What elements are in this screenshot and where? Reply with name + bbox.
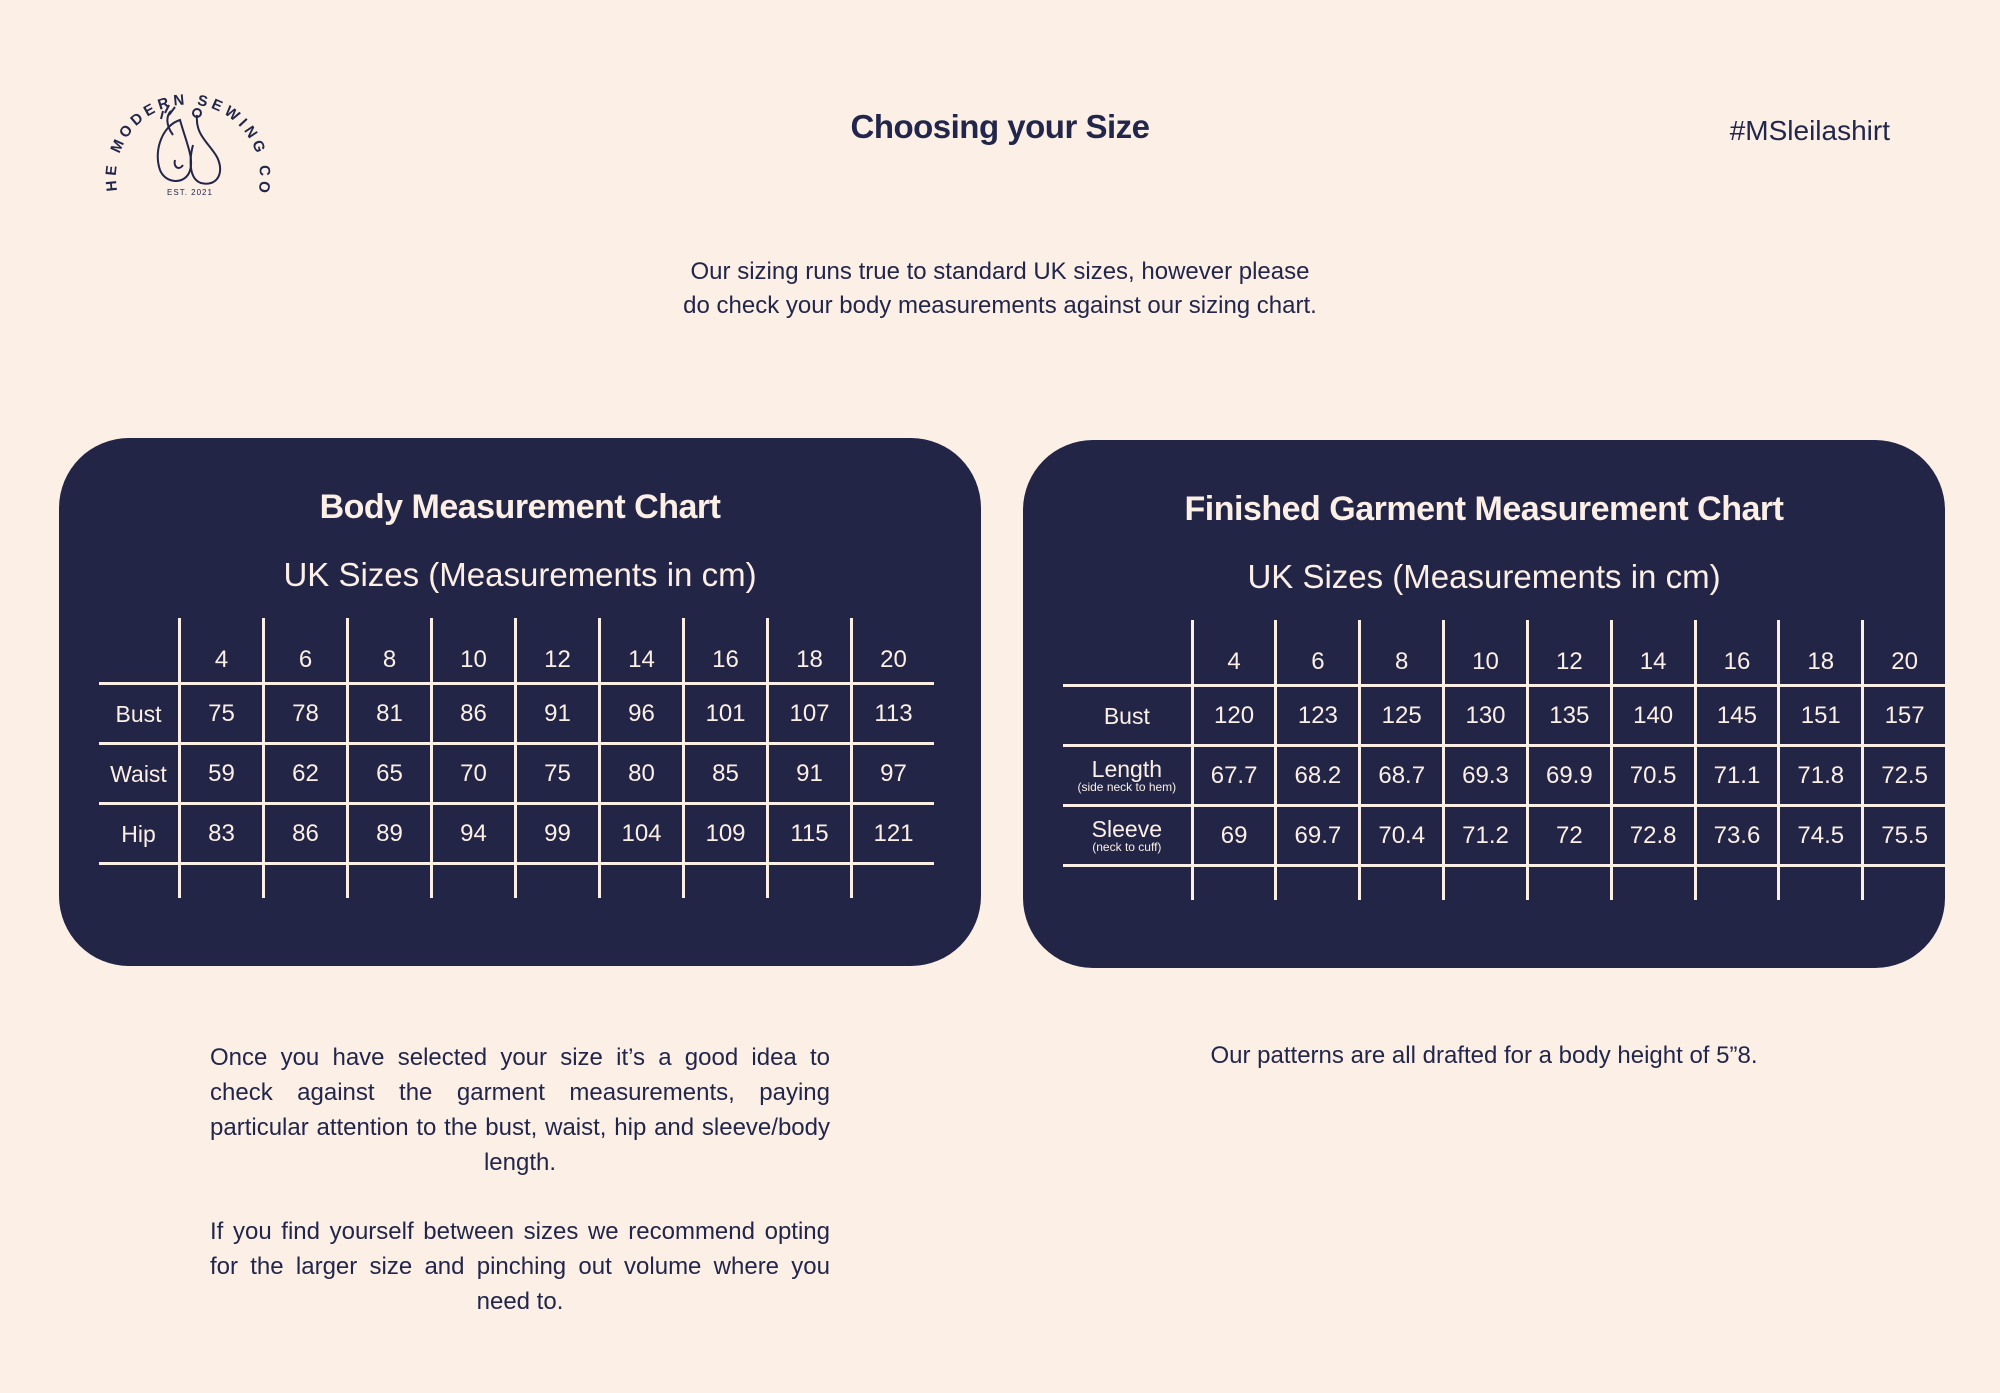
body-value-cell: 65 — [348, 744, 432, 804]
garment-value-cell: 71.2 — [1444, 806, 1528, 866]
garment-value-cell: 72.5 — [1863, 746, 1945, 806]
body-value-cell: 115 — [768, 804, 852, 864]
garment-value-cell: 69.7 — [1276, 806, 1360, 866]
garment-value-cell: 71.8 — [1779, 746, 1863, 806]
body-size-header: 20 — [852, 618, 935, 684]
intro-line-1: Our sizing runs true to standard UK sizes, however please — [690, 258, 1310, 285]
body-measurement-table — [99, 618, 934, 898]
garment-row-label-text: Bust — [1103, 702, 1150, 729]
body-value-cell: 86 — [432, 684, 516, 744]
body-value-cell: 113 — [852, 684, 935, 744]
body-value-cell: 109 — [684, 804, 768, 864]
garment-grid-tail — [1063, 866, 1192, 901]
body-value-cell: 59 — [180, 744, 264, 804]
garment-grid-tail — [1695, 866, 1779, 901]
body-corner-cell — [99, 618, 180, 684]
garment-value-cell: 71.1 — [1695, 746, 1779, 806]
garment-row-label-note: (side neck to hem) — [1077, 779, 1177, 794]
garment-value-cell: 125 — [1360, 686, 1444, 746]
garment-value-cell: 74.5 — [1779, 806, 1863, 866]
logo-established: EST. 2021 — [167, 188, 213, 197]
body-value-cell: 121 — [852, 804, 935, 864]
garment-size-header: 14 — [1611, 620, 1695, 686]
garment-grid-tail — [1276, 866, 1360, 901]
body-value-cell: 91 — [768, 744, 852, 804]
garment-row-label — [1063, 686, 1192, 746]
garment-row-label — [1063, 806, 1192, 866]
hashtag: #MSleilashirt — [1729, 115, 1890, 146]
body-size-header: 8 — [348, 618, 432, 684]
garment-row-label-text: Length — [1091, 755, 1163, 782]
body-grid-tail — [99, 864, 180, 899]
body-value-cell: 91 — [516, 684, 600, 744]
garment-grid-tail — [1863, 866, 1945, 901]
body-value-cell: 80 — [600, 744, 684, 804]
body-value-cell: 89 — [348, 804, 432, 864]
garment-size-header: 6 — [1276, 620, 1360, 686]
body-grid-tail — [768, 864, 852, 899]
body-row-label — [99, 804, 180, 864]
garment-grid-tail — [1527, 866, 1611, 901]
garment-measurement-panel — [1023, 440, 1945, 968]
garment-size-header: 12 — [1527, 620, 1611, 686]
garment-value-cell: 135 — [1527, 686, 1611, 746]
garment-row-label-text: Sleeve — [1091, 815, 1162, 842]
size-advice-paragraph-1: Once you have selected your size it’s a good idea to check against the garment measurements, paying particular attention to the bust, waist, hip and sleeve/body length. — [210, 1044, 830, 1176]
garment-value-cell: 145 — [1695, 686, 1779, 746]
garment-grid-tail — [1360, 866, 1444, 901]
body-value-cell: 99 — [516, 804, 600, 864]
garment-value-cell: 123 — [1276, 686, 1360, 746]
garment-chart-title: Finished Garment Measurement Chart — [1184, 490, 1784, 528]
body-size-header: 16 — [684, 618, 768, 684]
body-value-cell: 62 — [264, 744, 348, 804]
garment-value-cell: 69.3 — [1444, 746, 1528, 806]
body-grid-tail — [264, 864, 348, 899]
garment-value-cell: 151 — [1779, 686, 1863, 746]
garment-value-cell: 140 — [1611, 686, 1695, 746]
logo-brand-text: MODERN SEWING CO — [107, 91, 274, 198]
garment-row-bust — [1063, 686, 1945, 746]
body-grid-tail — [516, 864, 600, 899]
page-title: Choosing your Size — [850, 108, 1150, 145]
body-value-cell: 78 — [264, 684, 348, 744]
garment-row-length — [1063, 746, 1945, 806]
body-size-header: 4 — [180, 618, 264, 684]
garment-value-cell: 67.7 — [1192, 746, 1276, 806]
body-row-label-text: Bust — [115, 700, 162, 727]
body-grid-tail — [432, 864, 516, 899]
garment-value-cell: 70.5 — [1611, 746, 1695, 806]
body-value-cell: 81 — [348, 684, 432, 744]
body-value-cell: 97 — [852, 744, 935, 804]
garment-value-cell: 130 — [1444, 686, 1528, 746]
body-value-cell: 86 — [264, 804, 348, 864]
garment-chart-subtitle: UK Sizes (Measurements in cm) — [1247, 558, 1721, 595]
body-size-header: 6 — [264, 618, 348, 684]
body-value-cell: 104 — [600, 804, 684, 864]
garment-grid-tail — [1611, 866, 1695, 901]
body-row-label-text: Hip — [121, 820, 156, 847]
garment-value-cell: 68.2 — [1276, 746, 1360, 806]
body-size-header: 18 — [768, 618, 852, 684]
body-grid-tail — [180, 864, 264, 899]
body-row-label — [99, 684, 180, 744]
garment-value-cell: 72.8 — [1611, 806, 1695, 866]
garment-size-header: 18 — [1779, 620, 1863, 686]
body-grid-tail — [852, 864, 935, 899]
body-measurement-panel — [59, 438, 981, 966]
body-grid-tail — [348, 864, 432, 899]
garment-size-header: 10 — [1444, 620, 1528, 686]
body-size-header: 12 — [516, 618, 600, 684]
body-row-label — [99, 744, 180, 804]
body-value-cell: 94 — [432, 804, 516, 864]
garment-row-label — [1063, 746, 1192, 806]
garment-grid-tail — [1779, 866, 1863, 901]
size-advice-paragraph-2: If you find yourself between sizes we recommend opting for the larger size and pinching out volume where you need to. — [210, 1218, 830, 1315]
garment-row-sleeve — [1063, 806, 1945, 866]
garment-value-cell: 68.7 — [1360, 746, 1444, 806]
garment-row-label-note: (neck to cuff) — [1092, 839, 1162, 854]
garment-grid-tail — [1444, 866, 1528, 901]
garment-grid-tail — [1192, 866, 1276, 901]
body-chart-title: Body Measurement Chart — [319, 488, 721, 526]
intro-text — [600, 255, 1400, 323]
body-height-note: Our patterns are all drafted for a body height of 5”8. — [1210, 1042, 1758, 1069]
body-value-cell: 83 — [180, 804, 264, 864]
garment-value-cell: 75.5 — [1863, 806, 1945, 866]
garment-value-cell: 73.6 — [1695, 806, 1779, 866]
body-size-header: 14 — [600, 618, 684, 684]
body-value-cell: 107 — [768, 684, 852, 744]
body-chart-subtitle: UK Sizes (Measurements in cm) — [283, 556, 757, 593]
garment-measurement-table — [1063, 620, 1945, 900]
garment-corner-cell — [1063, 620, 1192, 686]
garment-size-header: 8 — [1360, 620, 1444, 686]
body-row-label-text: Waist — [110, 760, 167, 787]
body-row-hip — [99, 804, 934, 864]
body-value-cell: 75 — [516, 744, 600, 804]
garment-value-cell: 72 — [1527, 806, 1611, 866]
garment-size-header: 16 — [1695, 620, 1779, 686]
intro-line-2: do check your body measurements against our sizing chart. — [683, 292, 1317, 319]
garment-size-header: 4 — [1192, 620, 1276, 686]
garment-value-cell: 70.4 — [1360, 806, 1444, 866]
garment-value-cell: 69 — [1192, 806, 1276, 866]
body-row-bust — [99, 684, 934, 744]
size-advice-text — [210, 1040, 830, 1353]
body-value-cell: 75 — [180, 684, 264, 744]
garment-value-cell: 157 — [1863, 686, 1945, 746]
body-value-cell: 85 — [684, 744, 768, 804]
body-value-cell: 101 — [684, 684, 768, 744]
body-grid-tail — [600, 864, 684, 899]
body-value-cell: 70 — [432, 744, 516, 804]
body-size-header: 10 — [432, 618, 516, 684]
body-value-cell: 96 — [600, 684, 684, 744]
garment-size-header: 20 — [1863, 620, 1945, 686]
garment-value-cell: 120 — [1192, 686, 1276, 746]
garment-value-cell: 69.9 — [1527, 746, 1611, 806]
body-row-waist — [99, 744, 934, 804]
body-grid-tail — [684, 864, 768, 899]
